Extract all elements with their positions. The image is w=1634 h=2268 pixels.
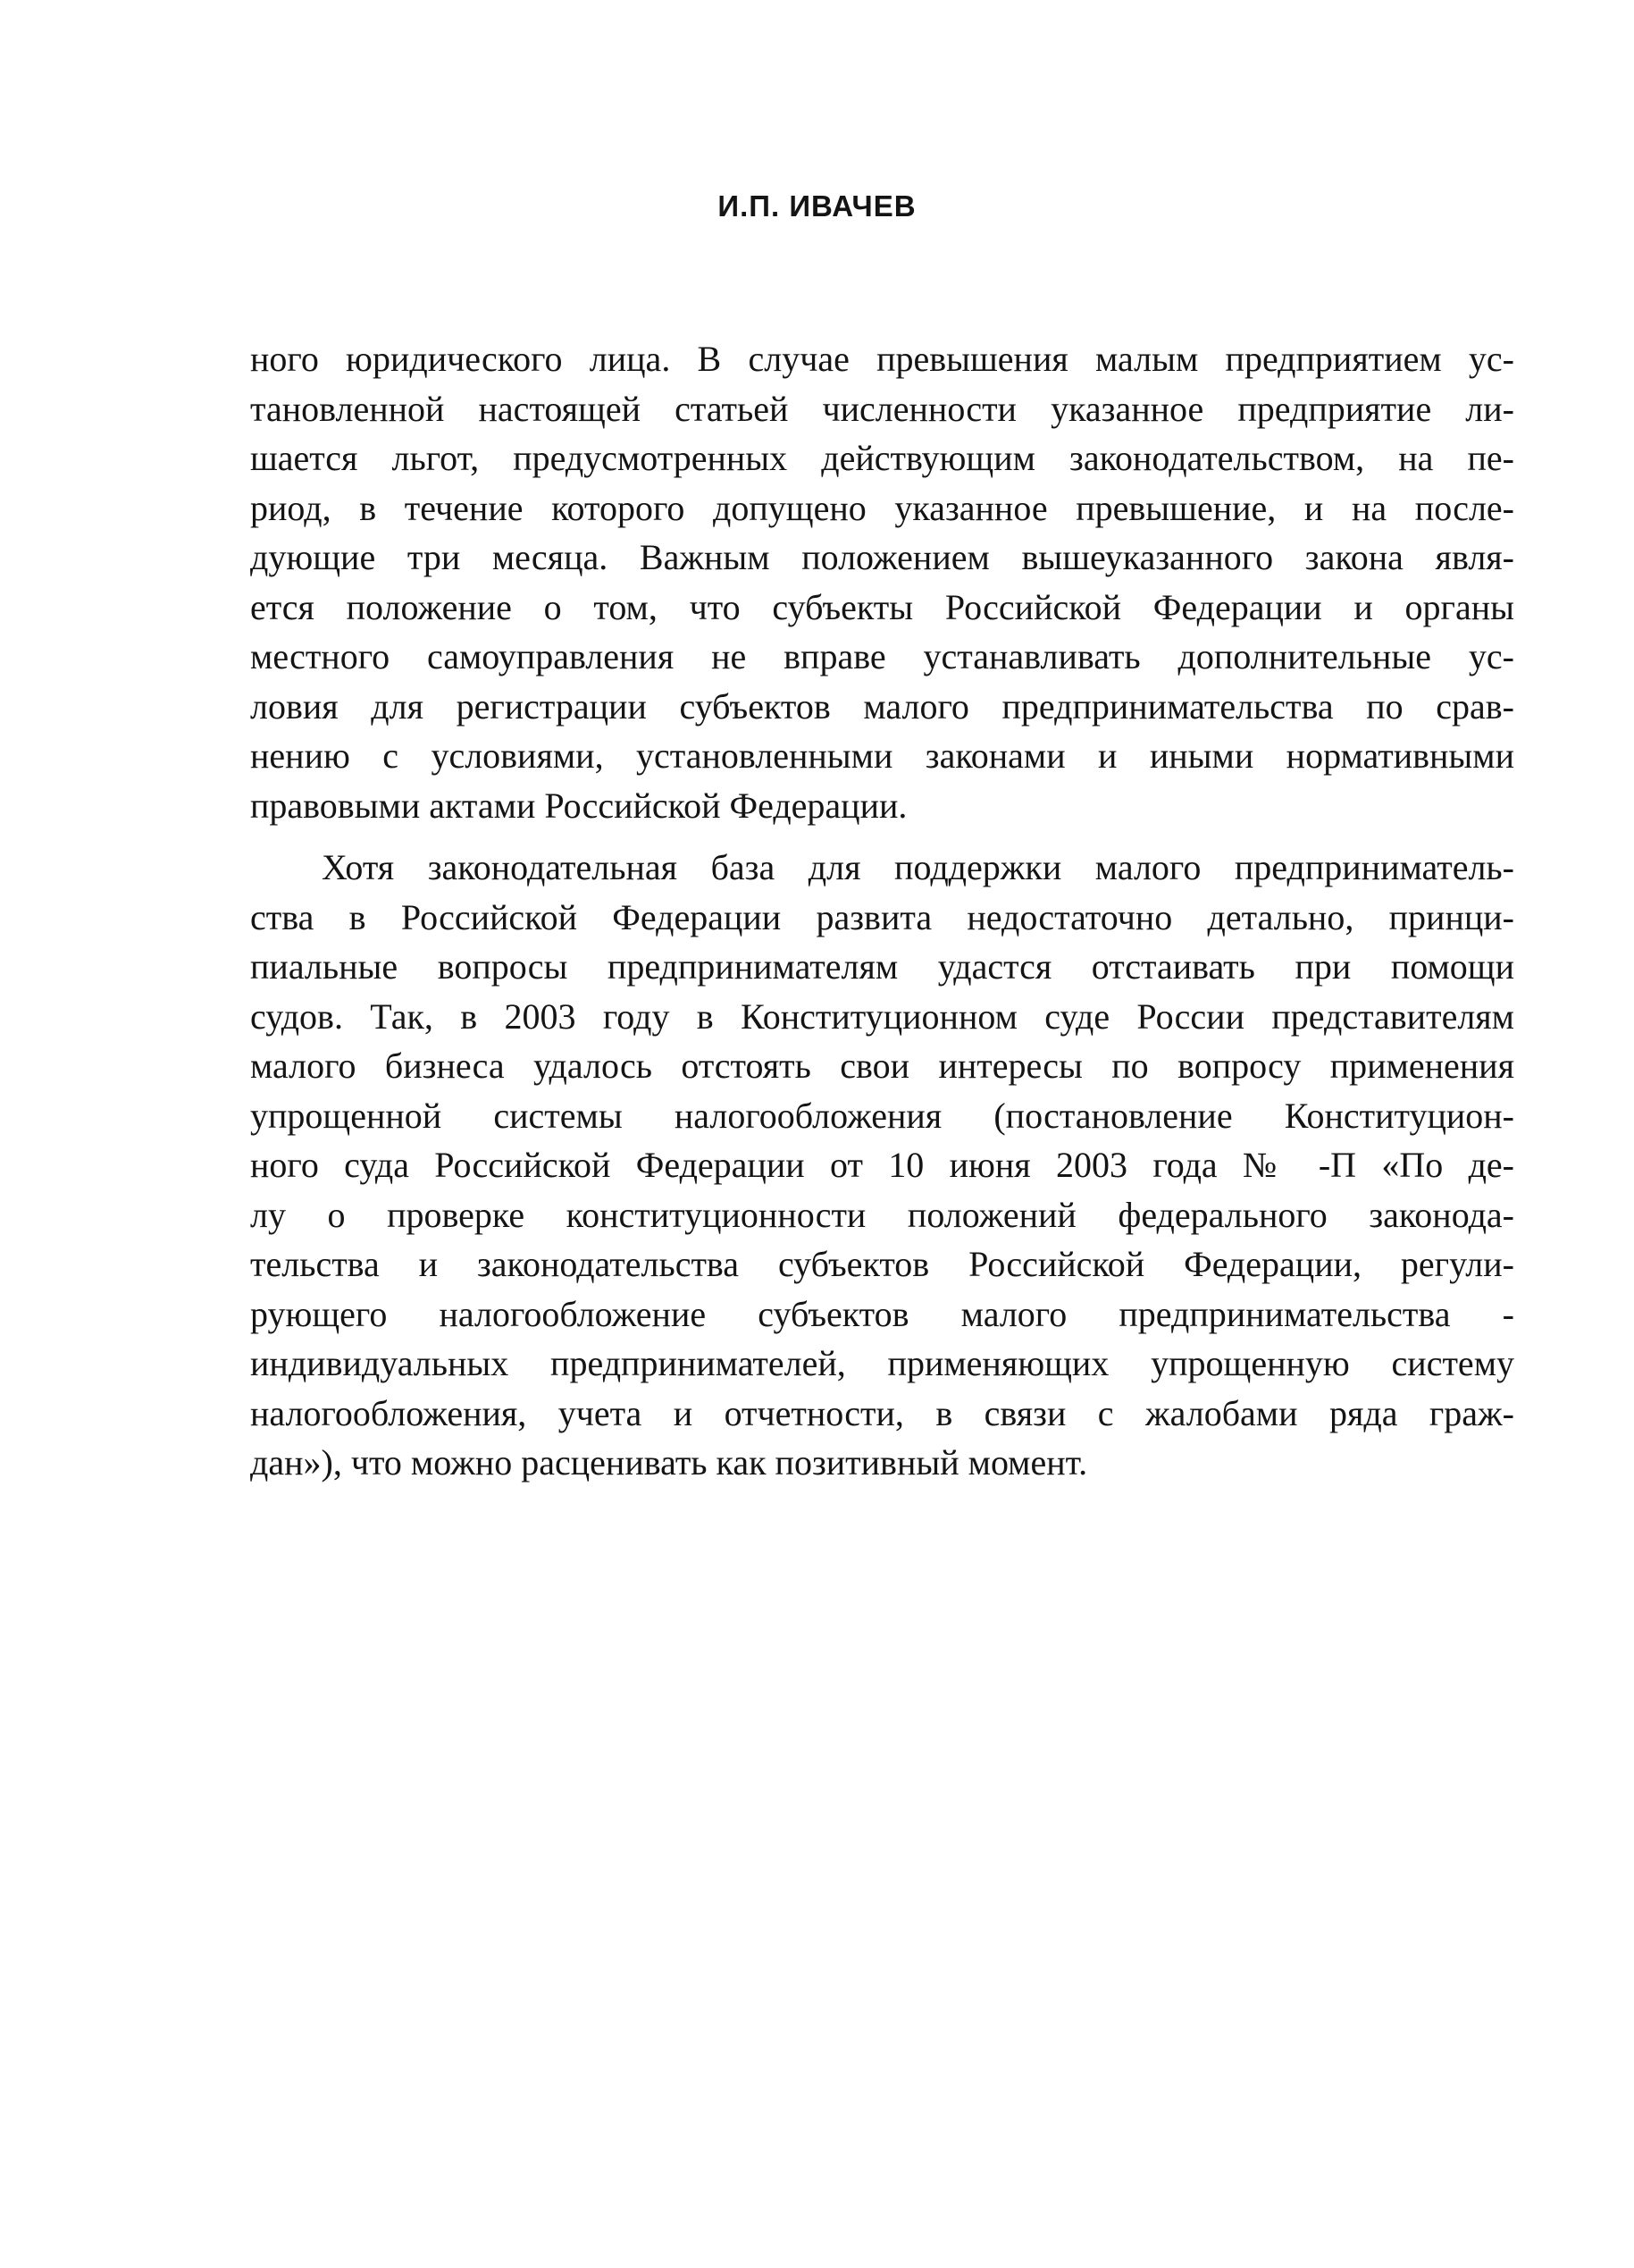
text-line: лу о проверке конституционности положений федерального законода- <box>250 1194 1514 1235</box>
text-line: Хотя законодательная база для поддержки малого предприниматель- <box>322 847 1514 887</box>
text-line: малого бизнеса удалось отстоять свои интересы по вопросу применения <box>250 1046 1514 1086</box>
paragraph-1 <box>250 334 1514 830</box>
text-line: тановленной настоящей статьей численности указанное предприятие ли- <box>250 388 1514 429</box>
text-line: ного юридического лица. В случае превышения малым предприятием ус- <box>250 339 1514 379</box>
text-line: налогообложения, учета и отчетности, в связи с жалобами ряда граж- <box>250 1392 1514 1433</box>
text-line: нению с условиями, установленными законами и иными нормативными <box>250 735 1514 776</box>
paragraph-2 <box>250 843 1514 1488</box>
text-line: пиальные вопросы предпринимателям удастся отстаивать при помощи <box>250 946 1514 987</box>
text-line: ного суда Российской Федерации от 10 июня 2003 года № -П «По де- <box>250 1145 1514 1185</box>
text-line: местного самоуправления не вправе устанавливать дополнительные ус- <box>250 636 1514 676</box>
body-text <box>250 334 1514 1488</box>
text-line: упрощенной системы налогообложения (постановление Конституцион- <box>250 1095 1514 1136</box>
text-line: индивидуальных предпринимателей, применяющих упрощенную систему <box>250 1343 1514 1383</box>
text-line: дующие три месяца. Важным положением вышеуказанного закона явля- <box>250 537 1514 577</box>
paragraph-gap <box>250 830 1514 843</box>
text-line: судов. Так, в 2003 году в Конституционном суде России представителям <box>250 995 1514 1037</box>
text-line: ется положение о том, что субъекты Российской Федерации и органы <box>250 586 1514 627</box>
text-line: шается льгот, предусмотренных действующим законодательством, на пе- <box>250 438 1514 478</box>
text-line: дан»), что можно расценивать как позитивный момент. <box>250 1442 1088 1483</box>
text-line: тельства и законодательства субъектов Российской Федерации, регули- <box>250 1244 1514 1284</box>
running-header: И.П. ИВАЧЕВ <box>717 189 917 223</box>
text-line: риод, в течение которого допущено указанное превышение, и на после- <box>250 487 1514 528</box>
text-line: рующего налогообложение субъектов малого предпринимательства - <box>250 1293 1514 1334</box>
text-line: правовыми актами Российской Федерации. <box>250 785 908 826</box>
text-line: ства в Российской Федерации развита недостаточно детально, принци- <box>250 896 1514 937</box>
text-line: ловия для регистрации субъектов малого предпринимательства по срав- <box>250 685 1514 727</box>
